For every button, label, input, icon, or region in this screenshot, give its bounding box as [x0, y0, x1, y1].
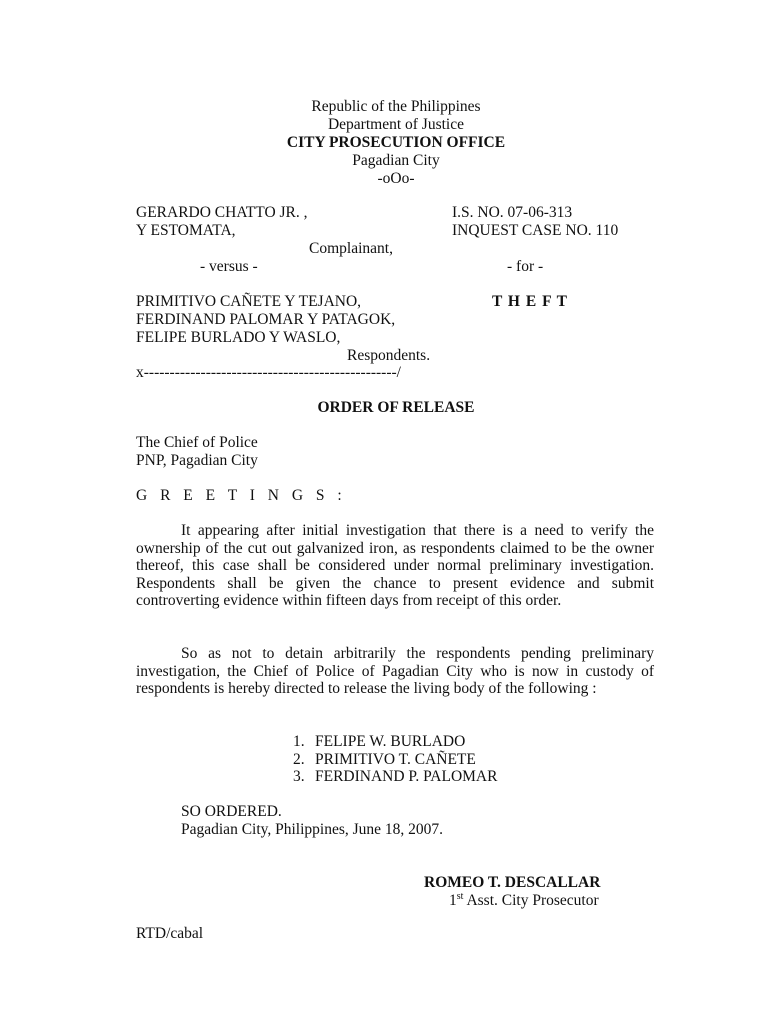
header-city: Pagadian City: [352, 152, 440, 169]
header-republic: Republic of the Philippines: [311, 98, 481, 115]
reference-initials: RTD/cabal: [136, 925, 204, 942]
body-paragraph-1: [136, 522, 654, 610]
place-and-date: Pagadian City, Philippines, June 18, 2007.: [181, 821, 444, 838]
signatory-name: ROMEO T. DESCALLAR: [424, 874, 601, 891]
list-item: [293, 733, 497, 751]
signatory-title-rest: Asst. City Prosecutor: [463, 892, 599, 909]
list-item-name: PRIMITIVO T. CAÑETE: [315, 750, 476, 768]
body-paragraph-2: [136, 645, 654, 698]
complainant-name-line2: Y ESTOMATA,: [136, 222, 236, 239]
list-item: [293, 751, 497, 769]
respondent-2: FERDINAND PALOMAR Y PATAGOK,: [136, 311, 396, 328]
versus-label: - versus -: [200, 258, 258, 275]
list-item-number: 3.: [293, 768, 305, 785]
for-label: - for -: [507, 258, 544, 275]
case-number: I.S. NO. 07-06-313: [452, 204, 573, 221]
respondent-3: FELIPE BURLADO Y WASLO,: [136, 329, 341, 346]
release-list: [293, 733, 497, 786]
greeting: G R E E T I N G S :: [136, 487, 347, 504]
addressee-line1: The Chief of Police: [136, 434, 258, 451]
header-ornament: -oOo-: [377, 170, 415, 187]
signatory-title: [449, 892, 599, 910]
header-office: CITY PROSECUTION OFFICE: [286, 134, 506, 151]
caption-separator: x-------------------------------------------------/: [136, 364, 401, 381]
complainant-label: Complainant,: [309, 240, 393, 257]
list-item-number: 2.: [293, 750, 305, 768]
list-item: [293, 768, 497, 786]
addressee-line2: PNP, Pagadian City: [136, 452, 258, 469]
header-department: Department of Justice: [327, 116, 464, 133]
list-item-number: 1.: [293, 733, 305, 750]
signatory-title-ordinal: 1: [449, 892, 457, 909]
offense-label: T H E F T: [492, 293, 568, 310]
document-title: ORDER OF RELEASE: [317, 399, 475, 416]
body-paragraph-2-text: So as not to detain arbitrarily the respondents pending preliminary investigation, the Chief of Police of Pagadian City who is now in custody of respondents is hereby directed to release the living body of the following :: [136, 645, 654, 698]
inquest-case-number: INQUEST CASE NO. 110: [452, 222, 619, 239]
signatory-title-suffix: st: [456, 890, 464, 902]
body-paragraph-1-text: It appearing after initial investigation that there is a need to verify the ownership of the cut out galvanized iron, as respondents claimed to be the owner thereof, this case shall be considered under normal preliminary investigation. Respondents shall be given the chance to present evidence and submit controverting evidence within fifteen days from receipt of this order.: [136, 522, 654, 610]
so-ordered: SO ORDERED.: [181, 803, 282, 820]
respondent-1: PRIMITIVO CAÑETE Y TEJANO,: [136, 293, 362, 310]
respondents-label: Respondents.: [347, 347, 431, 364]
list-item-name: FELIPE W. BURLADO: [315, 733, 466, 750]
list-item-name: FERDINAND P. PALOMAR: [315, 768, 498, 785]
complainant-name-line1: GERARDO CHATTO JR. ,: [136, 204, 308, 221]
